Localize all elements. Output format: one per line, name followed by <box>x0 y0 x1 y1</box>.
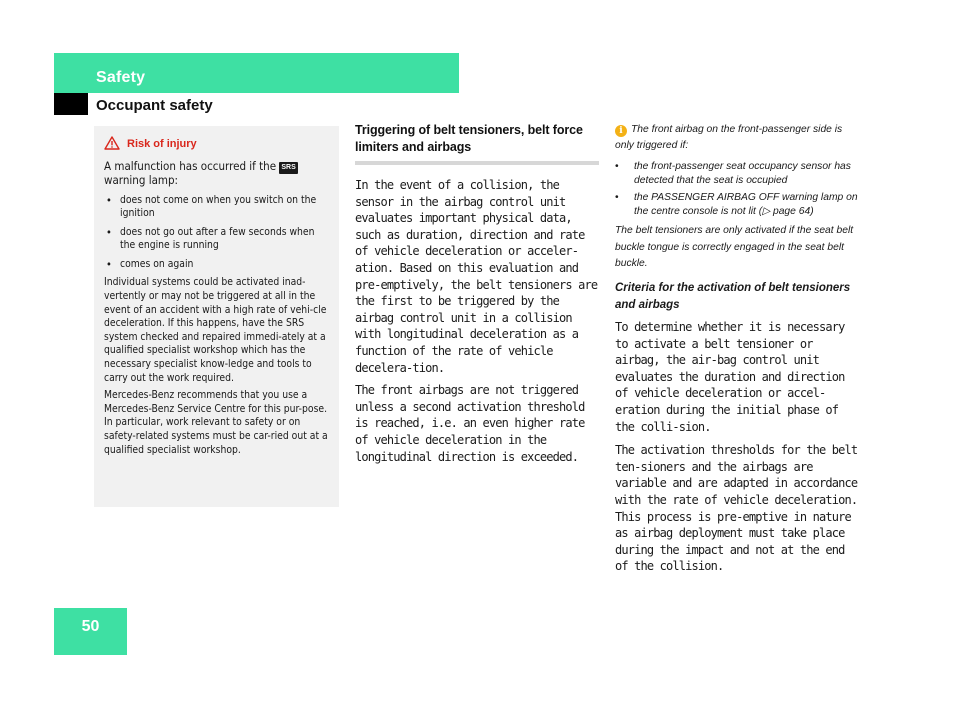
warning-triangle-icon <box>104 136 120 155</box>
subsection-title: Occupant safety <box>96 97 213 114</box>
criteria-heading: Criteria for the activation of belt tensioners and airbags <box>615 282 851 311</box>
warning-box <box>94 126 339 507</box>
note-list <box>615 160 860 219</box>
warning-intro-text: A malfunction has occurred if the <box>104 159 277 173</box>
section-heading: Triggering of belt tensioners, belt force limiters and airbags <box>355 123 583 154</box>
section-title: Safety <box>96 69 146 86</box>
list-item: • does not come on when you switch on the ignition <box>104 194 331 221</box>
list-item: • the PASSENGER AIRBAG OFF warning lamp on the centre console is not lit (▷ page 64) <box>615 191 860 219</box>
warning-title: Risk of injury <box>127 138 197 151</box>
subsection-marker <box>54 93 88 115</box>
body-paragraph: The activation thresholds for the belt ten-sioners and the airbags are variable and are adapted in accordance with the rate of vehicle deceleration. This process is pre-emptive in nature as airbag deployment must take place during the impact and not at the end of the collision. <box>615 443 858 574</box>
srs-warning-lamp-icon: SRS <box>279 162 297 174</box>
note-paragraph: The belt tensioners are only activated if the seat belt buckle tongue is correctly engaged in the seat belt buckle. <box>615 225 854 269</box>
warning-paragraph: Mercedes-Benz recommends that you use a Mercedes-Benz Service Centre for this pur-pose. In particular, work relevant to safety or on safety-related systems must be car-ried out at a qualified specialist workshop. <box>104 389 328 456</box>
info-note <box>615 122 860 272</box>
list-item: • does not go out after a few seconds when the engine is running <box>104 226 331 253</box>
list-item: • the front-passenger seat occupancy sensor has detected that the seat is occupied <box>615 160 860 188</box>
note-intro <box>615 122 860 154</box>
warning-intro <box>104 160 331 188</box>
warning-list <box>104 194 331 272</box>
warning-header <box>104 134 331 156</box>
middle-column <box>355 122 599 471</box>
note-intro-text: The front airbag on the front-passenger side is only triggered if: <box>615 124 843 152</box>
heading-rule <box>355 161 599 165</box>
page-number: 50 <box>81 618 100 635</box>
body-paragraph: In the event of a collision, the sensor in the airbag control unit evaluates important physical data, such as duration, direction and rate of vehicle deceleration or acceler-ation. Based on this evaluation and pre-emptively, the belt tensioners are the first to be triggered by the airbag control unit in a collision with longitudinal deceleration as a function of the rate of vehicle decelera-tion. <box>355 178 598 375</box>
warning-intro-text-2: warning lamp: <box>104 173 179 187</box>
body-paragraph: To determine whether it is necessary to activate a belt tensioner or airbag, the air-bag control unit evaluates the duration and direction of vehicle deceleration or accel-eration during the initial phase of the colli-sion. <box>615 320 845 434</box>
info-icon: i <box>615 125 627 137</box>
warning-paragraph: Individual systems could be activated inad-vertently or may not be triggered at all in the event of an accident with a high rate of vehi-cle deceleration. If this happens, have the SRS system checked and repaired immedi-ately at a qualified specialist workshop which has the necessary specialist know-ledge and tools to carry out the work required. <box>104 276 327 384</box>
right-column <box>615 122 860 582</box>
body-paragraph: The front airbags are not triggered unless a second activation threshold is reached, i.e. an even higher rate of vehicle deceleration in the longitudinal direction is exceeded. <box>355 383 585 464</box>
list-item: • comes on again <box>104 258 331 272</box>
